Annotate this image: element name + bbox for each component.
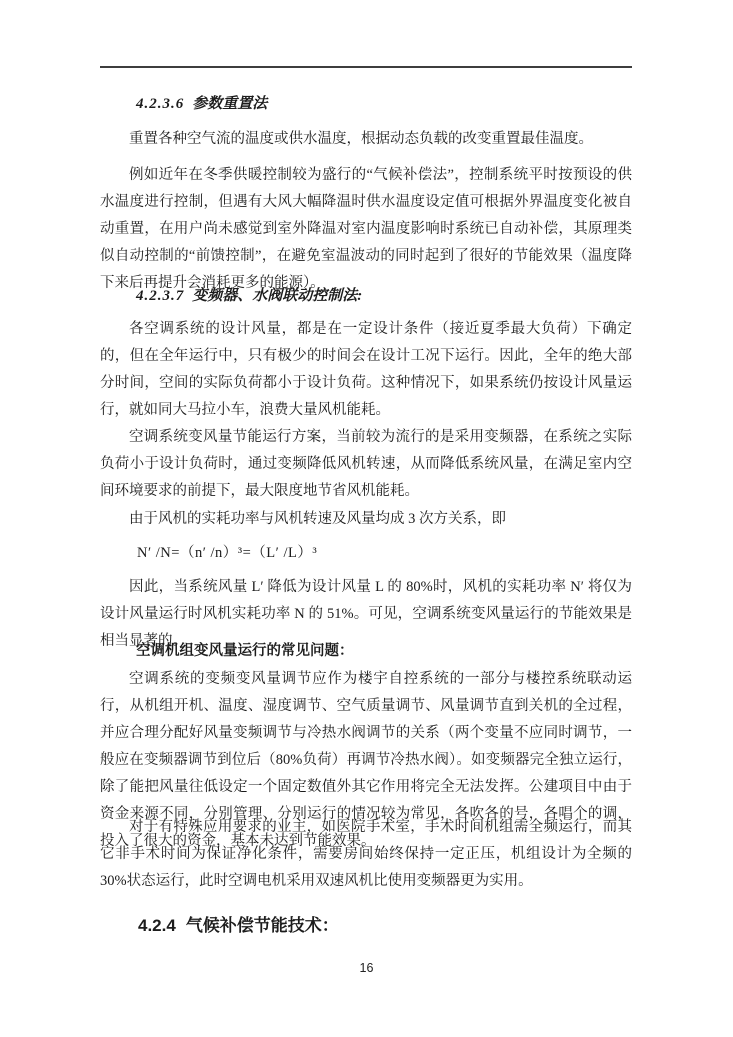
fan-power-formula: N′ /N=（n′ /n）³=（L′ /L）³ <box>137 545 318 561</box>
paragraph-special-applications: 对于有特殊应用要求的业主，如医院手术室，手术时间机组需全频运行，而其它非手术时间为保证净化条件，需要房间始终保持一定正压，机组设计为全频的 30%状态运行，此时空调电机采用双速风机比使用变频器更为实用。 <box>100 819 632 889</box>
section-title: 气候补偿节能技术： <box>185 916 339 935</box>
section-heading-4-2-3-6 <box>100 94 668 115</box>
paragraph-vfd-scheme: 空调系统变风量节能运行方案，当前较为流行的是采用变频器，在系统之实际负荷小于设计负荷时，通过变频降低风机转速，从而降低系统风量，在满足室内空间环境要求的前提下，最大限度地节省风机能耗。 <box>100 429 632 499</box>
section-heading-4-2-4 <box>100 914 670 938</box>
section-title: 变频器、水阀联动控制法: <box>192 288 363 304</box>
paragraph-reset-intro: 重置各种空气流的温度或供水温度，根据动态负载的改变重置最佳温度。 <box>129 131 593 147</box>
section-heading-4-2-3-7 <box>100 286 668 307</box>
common-problems-heading: 空调机组变风量运行的常见问题： <box>136 643 354 659</box>
section-number: 4.2.4 <box>138 916 176 935</box>
paragraph-design-airflow: 各空调系统的设计风量，都是在一定设计条件（接近夏季最大负荷）下确定的，但在全年运行中，只有极少的时间会在设计工况下运行。因此，全年的绝大部分时间，空间的实际负荷都小于设计负荷。这种情况下，如果系统仍按设计风量运行，就如同大马拉小车，浪费大量风机能耗。 <box>100 321 632 418</box>
section-title: 参数重置法 <box>192 96 268 112</box>
section-number: 4.2.3.7 <box>136 288 185 304</box>
header-rule <box>100 66 632 68</box>
page-number: 16 <box>359 961 374 975</box>
paragraph-fan-power-law: 由于风机的实耗功率与风机转速及风量均成 3 次方关系，即 <box>129 511 506 527</box>
paragraph-bas-integration: 空调系统的变频变风量调节应作为楼宇自控系统的一部分与楼控系统联动运行，从机组开机、温度、湿度调节、空气质量调节、风量调节直到关机的全过程，并应合理分配好风量变频调节与冷热水阀调节的关系（两个变量不应同时调节，一般应在变频器调节到位后（80%负荷）再调节冷热水阀）。如变频器完全独立运行，除了能把风量往低设定一个固定数值外其它作用将完全无法发挥。公建项目中由于资金来源不同，分别管理、分别运行的情况较为常见，各吹各的号，各唱个的调，投入了很大的资金，基本未达到节能效果。 <box>100 671 632 849</box>
section-number: 4.2.3.6 <box>136 96 185 112</box>
paragraph-power-saving: 因此，当系统风量 L′ 降低为设计风量 L 的 80%时，风机的实耗功率 N′ 将仅为设计风量运行时风机实耗功率 N 的 51%。可见，空调系统变风量运行的节能效果是相当显著的。 <box>100 579 632 649</box>
paragraph-climate-example: 例如近年在冬季供暖控制较为盛行的“气候补偿法”，控制系统平时按预设的供水温度进行控制，但遇有大风大幅降温时供水温度设定值可根据外界温度变化被自动重置，在用户尚未感觉到室外降温对室内温度影响时系统已自动补偿，其原理类似自动控制的“前馈控制”，在避免室温波动的同时起到了很好的节能效果（温度降下来后再提升会消耗更多的能源）。 <box>100 167 632 291</box>
